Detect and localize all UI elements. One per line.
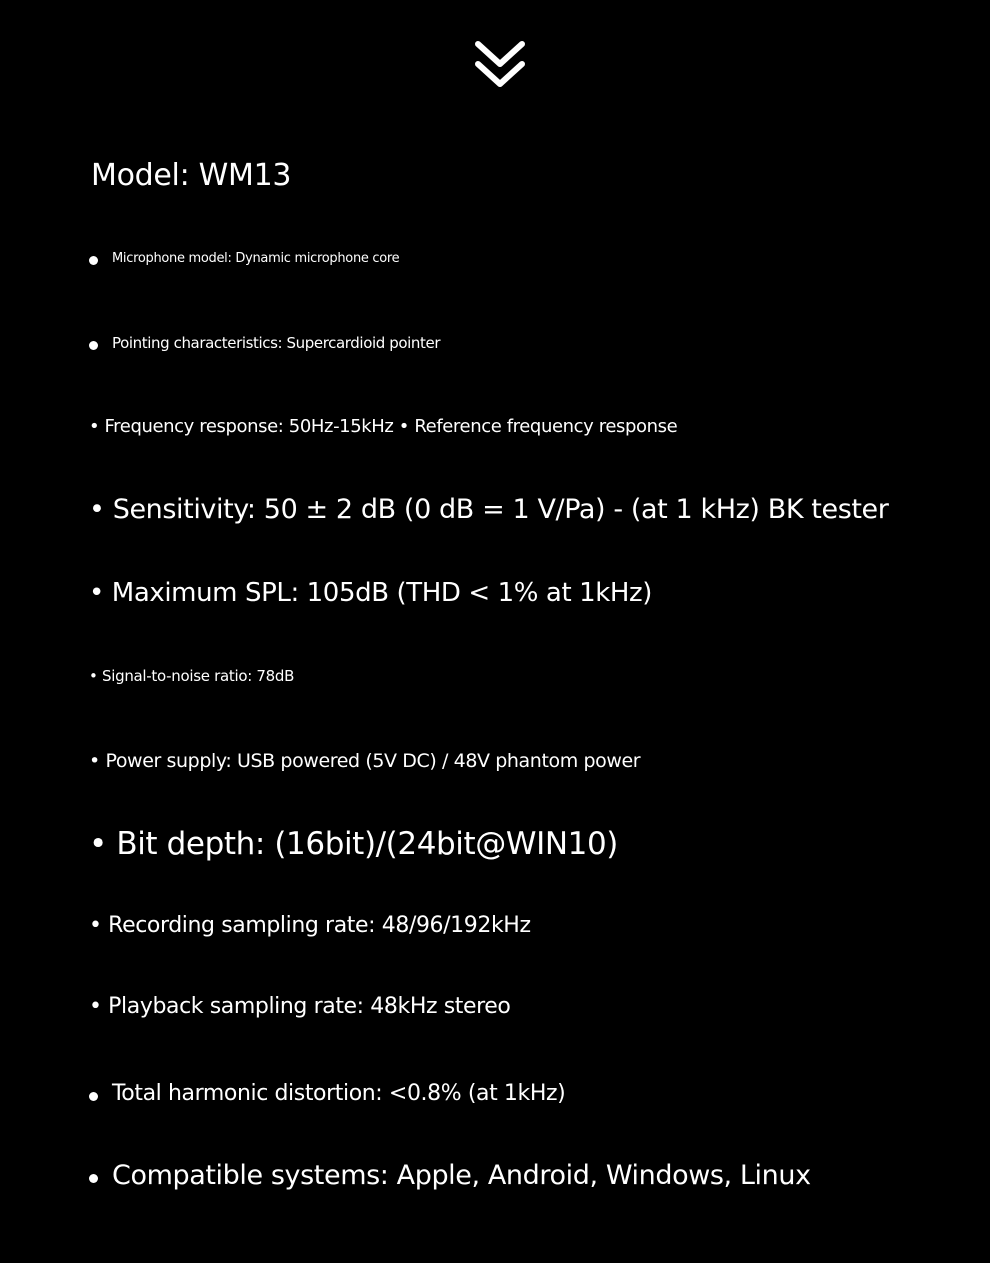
spec-text: Compatible systems: Apple, Android, Windows, Linux [112,1160,811,1191]
spec-power-supply [89,750,640,772]
bullet-icon [89,341,98,350]
spec-pointing-characteristics [89,334,440,352]
spec-text: • Power supply: USB powered (5V DC) / 48V phantom power [89,750,641,772]
spec-recording-sampling-rate [89,913,531,938]
spec-text: • Playback sampling rate: 48kHz stereo [89,994,511,1019]
spec-maximum-spl [89,578,652,608]
spec-playback-sampling-rate [89,994,510,1019]
spec-bit-depth [89,826,618,862]
double-chevron-down-icon[interactable] [474,40,526,92]
spec-frequency-response [89,416,677,437]
model-title: Model: WM13 [91,158,292,193]
spec-sensitivity [89,494,888,525]
spec-text: • Sensitivity: 50 ± 2 dB (0 dB = 1 V/Pa) - (at 1 kHz) BK tester [89,494,889,525]
spec-text: • Frequency response: 50Hz-15kHz • Reference frequency response [89,416,678,437]
spec-text: • Recording sampling rate: 48/96/192kHz [89,913,531,938]
spec-microphone-model [89,251,399,266]
spec-compatible-systems [89,1160,811,1191]
spec-text: Microphone model: Dynamic microphone core [112,251,400,266]
spec-text: Pointing characteristics: Supercardioid pointer [112,334,441,352]
spec-text: • Bit depth: (16bit)/(24bit@WIN10) [89,826,618,862]
bullet-icon [89,1092,98,1101]
spec-total-harmonic-distortion [89,1081,565,1106]
spec-text: • Maximum SPL: 105dB (THD < 1% at 1kHz) [89,578,653,608]
spec-signal-to-noise [89,667,294,685]
bullet-icon [89,1174,98,1183]
spec-text: • Signal-to-noise ratio: 78dB [89,667,295,685]
bullet-icon [89,256,98,265]
spec-text: Total harmonic distortion: <0.8% (at 1kHz) [112,1081,566,1106]
